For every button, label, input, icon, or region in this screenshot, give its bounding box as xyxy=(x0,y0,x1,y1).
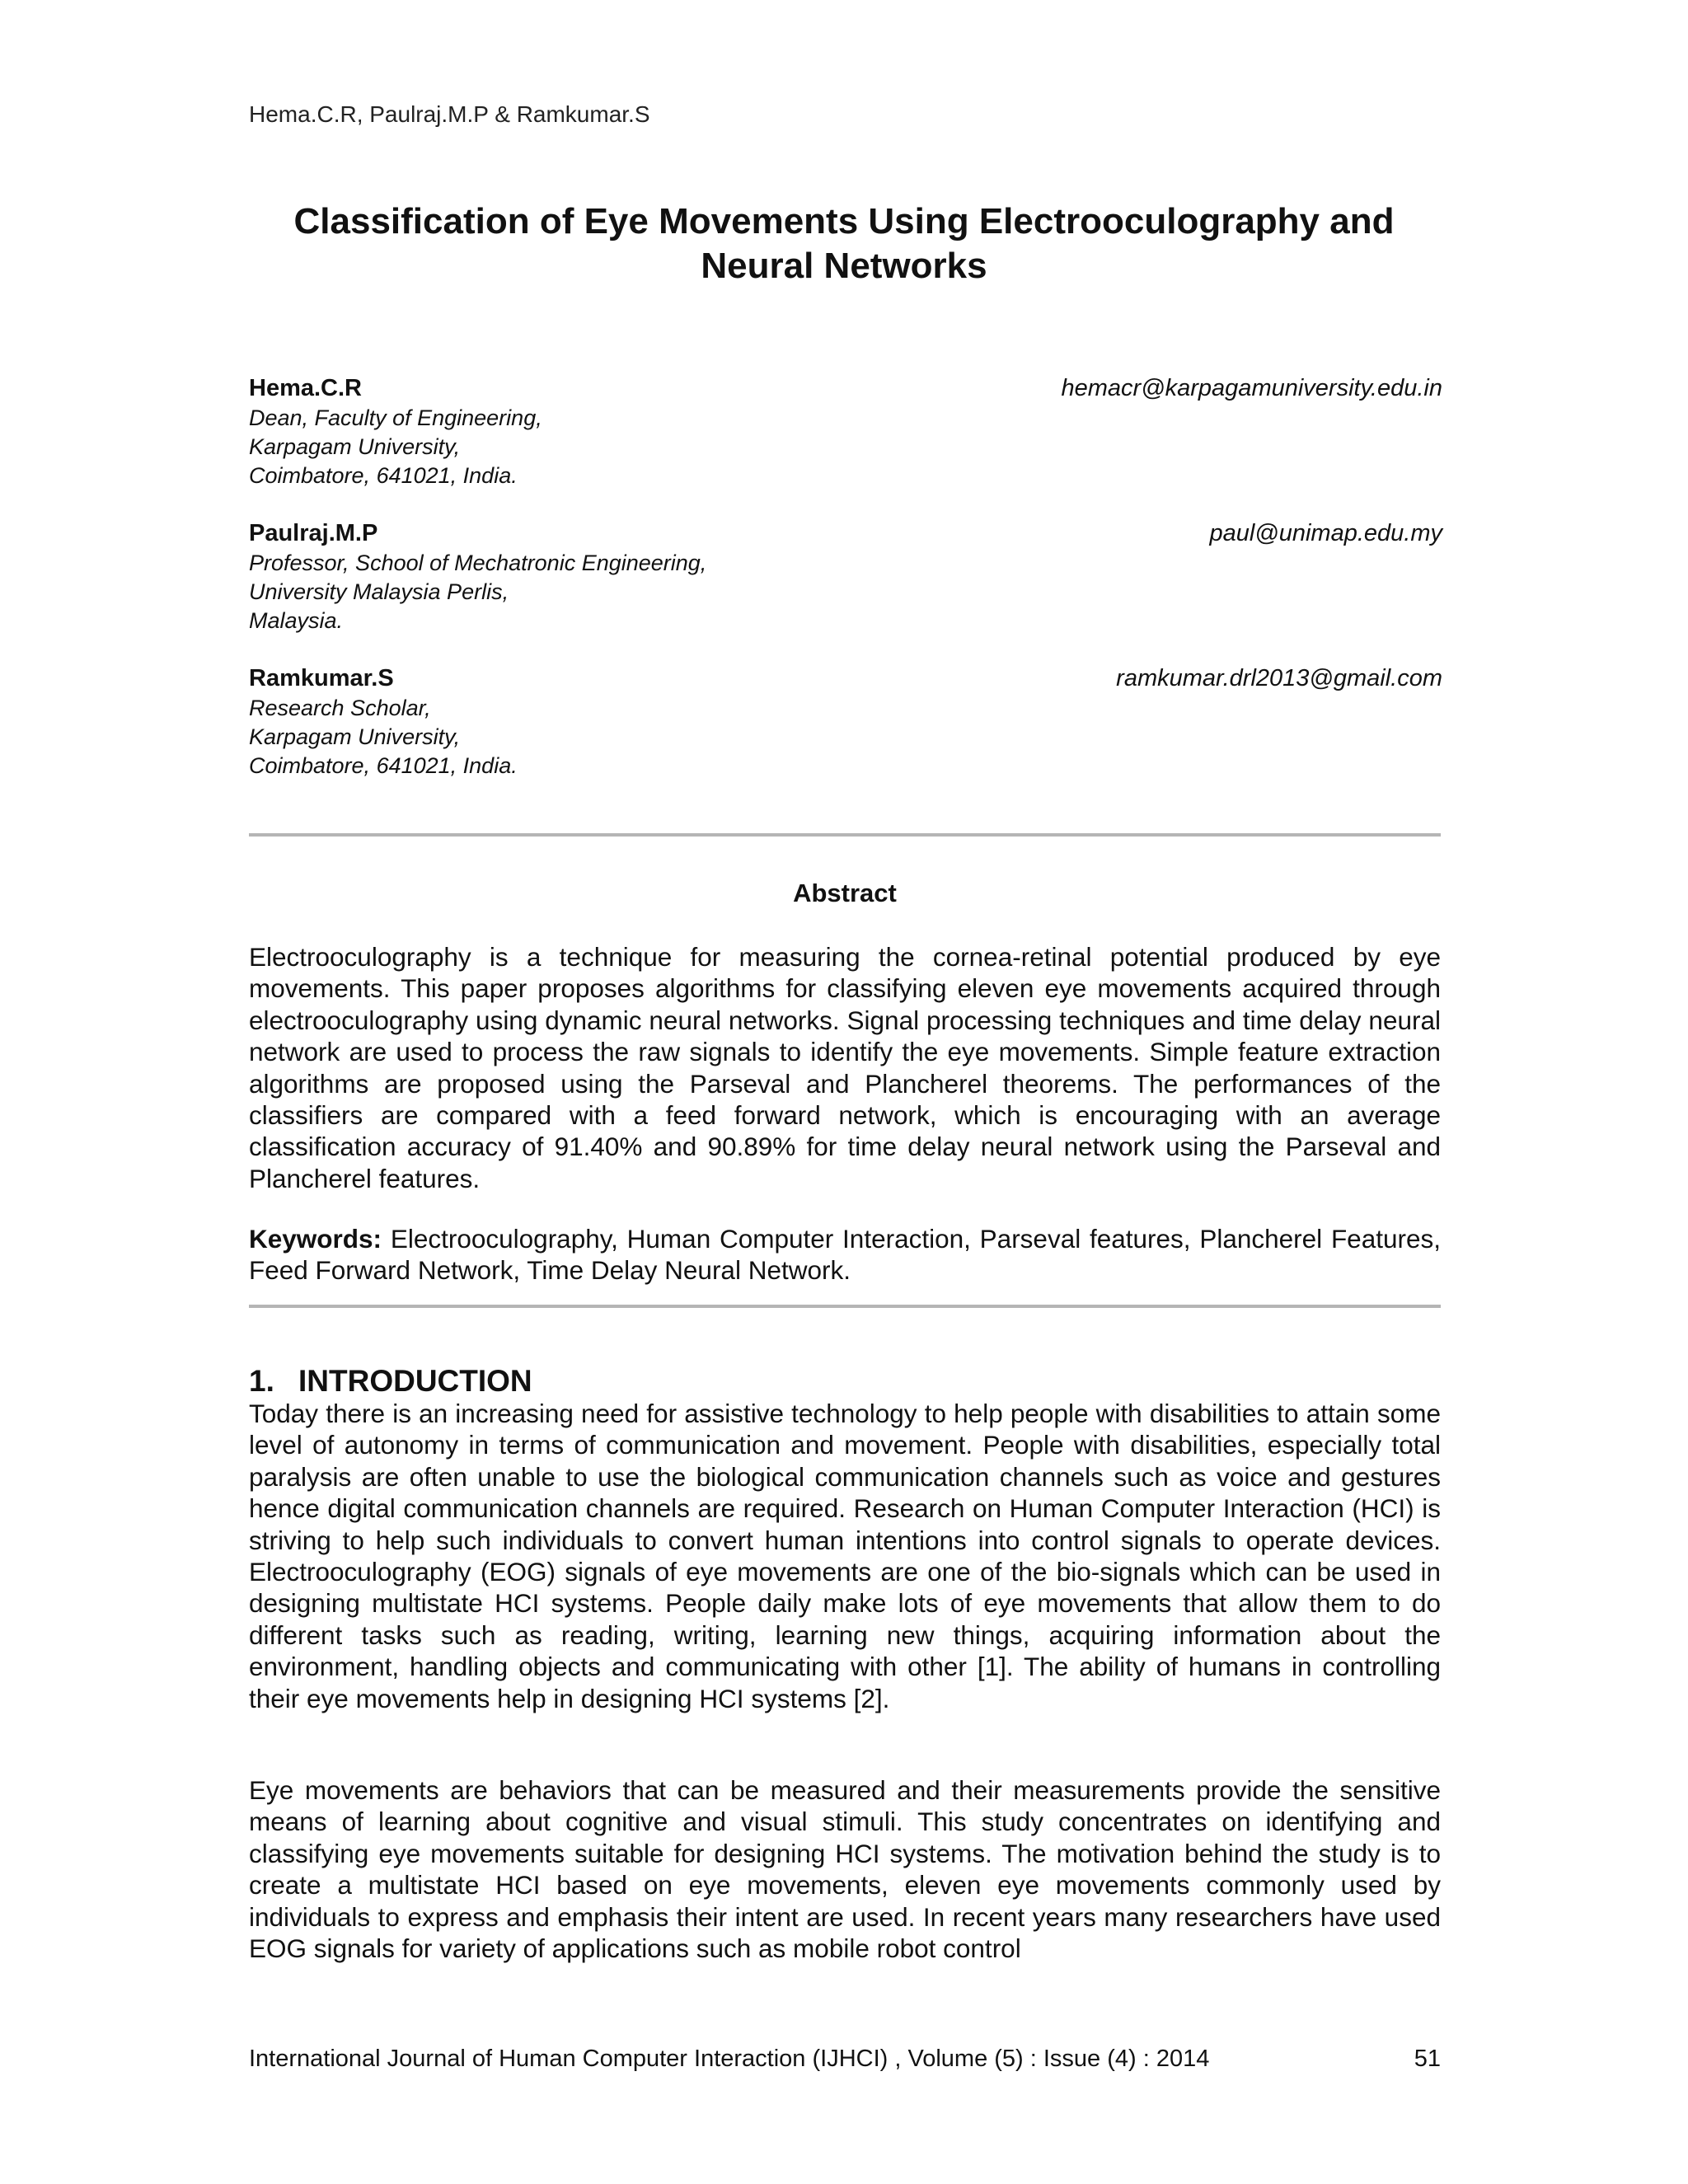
abstract-heading: Abstract xyxy=(793,879,897,907)
author-email[interactable]: hemacr@karpagamuniversity.edu.in xyxy=(1061,375,1442,401)
author-block-2 xyxy=(249,518,1442,635)
author-block-1 xyxy=(249,373,1442,490)
author-affiliation-line: Karpagam University, xyxy=(249,434,461,459)
section-title: INTRODUCTION xyxy=(298,1364,532,1398)
divider xyxy=(249,1305,1441,1308)
author-affiliation-line: Dean, Faculty of Engineering, xyxy=(249,405,542,430)
section-heading xyxy=(249,1363,532,1399)
author-affiliation-line: Karpagam University, xyxy=(249,724,461,749)
keywords xyxy=(249,1223,1441,1286)
author-affiliation-line: Research Scholar, xyxy=(249,696,431,720)
paper-title xyxy=(198,199,1490,288)
running-header: Hema.C.R, Paulraj.M.P & Ramkumar.S xyxy=(249,101,650,127)
author-affiliation-line: Professor, School of Mechatronic Engineering, xyxy=(249,551,707,575)
author-name: Paulraj.M.P xyxy=(249,520,378,546)
author-name: Ramkumar.S xyxy=(249,665,394,691)
paper-title-line-1: Classification of Eye Movements Using Electrooculography and xyxy=(293,201,1395,241)
page-number: 51 xyxy=(1414,2046,1441,2072)
abstract-text: Electrooculography is a technique for measuring the cornea-retinal potential produced by eye movements. This paper proposes algorithms for classifying eleven eye movements acquired through electrooculography using dynamic neural networks. Signal processing techniques and time delay neural network are used to process the raw signals to identify the eye movements. Simple feature extraction algorithms are proposed using the Parseval and Plancherel theorems. The performances of the classifiers are compared with a feed forward network, which is encouraging with an average classification accuracy of 91.40% and 90.89% for time delay neural network using the Parseval and Plancherel features. xyxy=(249,942,1441,1193)
author-affiliation-line: Coimbatore, 641021, India. xyxy=(249,463,518,488)
author-email[interactable]: paul@unimap.edu.my xyxy=(1209,520,1442,546)
page-footer xyxy=(249,2044,1441,2074)
intro-paragraph-2: Eye movements are behaviors that can be measured and their measurements provide the sensitive means of learning about cognitive and visual stimuli. This study concentrates on identifying and classifying eye movements suitable for designing HCI systems. The motivation behind the study is to create a multistate HCI based on eye movements, eleven eye movements commonly used by individuals to express and emphasis their intent are used. In recent years many researchers have used EOG signals for variety of applications such as mobile robot control xyxy=(249,1775,1441,1964)
paper-title-line-2: Neural Networks xyxy=(701,246,987,286)
intro-paragraph-1: Today there is an increasing need for assistive technology to help people with disabilities to attain some level of autonomy in terms of communication and movement. People with disabilities, especially total paralysis are often unable to use the biological communication channels such as voice and gestures hence digital communication channels are required. Research on Human Computer Interaction (HCI) is striving to help such individuals to convert human intentions into control signals to operate devices. Electrooculography (EOG) signals of eye movements are one of the bio-signals which can be used in designing multistate HCI systems. People daily make lots of eye movements that allow them to do different tasks such as reading, writing, learning new things, acquiring information about the environment, handling objects and communicating with other [1]. The ability of humans in controlling their eye movements help in designing HCI systems [2]. xyxy=(249,1399,1441,1713)
author-block-3 xyxy=(249,663,1442,780)
keywords-label: Keywords: xyxy=(249,1224,382,1254)
keywords-text: Electrooculography, Human Computer Interaction, Parseval features, Plancherel Features, Feed Forward Network, Time Delay Neural Network. xyxy=(249,1224,1441,1286)
author-name: Hema.C.R xyxy=(249,375,362,401)
author-email[interactable]: ramkumar.drl2013@gmail.com xyxy=(1116,665,1442,691)
section-number: 1. xyxy=(249,1364,274,1398)
author-affiliation-line: Malaysia. xyxy=(249,608,344,633)
divider xyxy=(249,833,1441,837)
journal-citation: International Journal of Human Computer Interaction (IJHCI) , Volume (5) : Issue (4) : 2014 xyxy=(249,2046,1210,2072)
author-affiliation-line: University Malaysia Perlis, xyxy=(249,579,509,604)
author-affiliation-line: Coimbatore, 641021, India. xyxy=(249,753,518,778)
